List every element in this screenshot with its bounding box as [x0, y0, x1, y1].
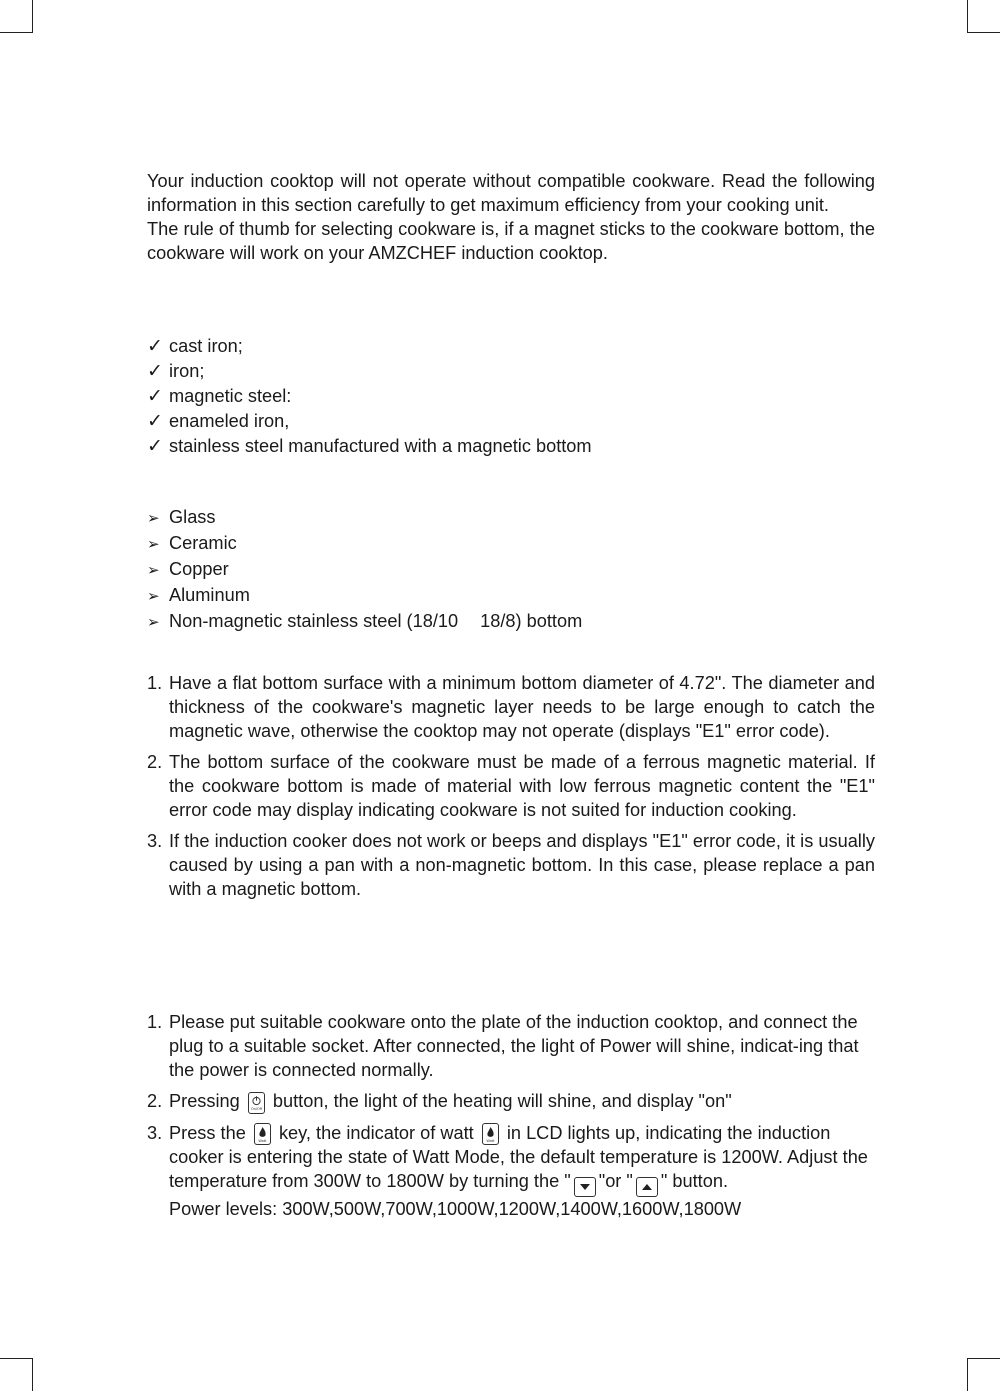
arrowhead-bullet-icon: ➢ [147, 562, 160, 579]
svg-text:On/Off: On/Off [250, 1107, 262, 1111]
list-item: 3. Press the Watt key, the indicator of watt Watt in LCD lights up, indicating the induction cooker is entering the state of Watt Mode, the default temperature is 1200W. Adjust the temperature from 300W to 1800W by turning the " "or " " button. Power levels: 300W,500W,700W,1000W,1200W,1400W,1600W,1800W [147, 1122, 868, 1219]
arrowhead-bullet-icon: ➢ [147, 588, 160, 605]
checkmark-icon: ✓ [147, 386, 163, 407]
list-item: ✓ magnetic steel: [147, 386, 292, 407]
power-button-icon [248, 1092, 265, 1114]
down-arrow-icon [574, 1177, 596, 1197]
list-item: 1. Have a flat bottom surface with a minimum bottom diameter of 4.72". The diameter and thickness of the cookware's magnetic layer needs to be large enough to catch the magnetic wave, otherwise the cooktop may not operate (displays "E1" error code). [147, 673, 875, 741]
checkmark-icon: ✓ [147, 361, 163, 382]
list-item: 2. The bottom surface of the cookware must be made of a ferrous magnetic material. If the cookware bottom is made of material with low ferrous magnetic content the "E1" error code may display indicating cookware is not suited for induction cooking. [147, 752, 875, 820]
list-item: ➢ Aluminum [147, 583, 582, 609]
checkmark-icon: ✓ [147, 411, 163, 432]
compatible-cookware-list [147, 334, 592, 459]
arrowhead-bullet-icon: ➢ [147, 536, 160, 553]
list-item: ✓ enameled iron, [147, 411, 290, 432]
cookware-requirements-list [147, 671, 875, 908]
list-item: ➢ Copper [147, 557, 582, 583]
watt-flame-icon [254, 1123, 271, 1145]
svg-text:Watt: Watt [486, 1138, 495, 1143]
arrowhead-bullet-icon: ➢ [147, 614, 160, 631]
list-item: ✓ stainless steel manufactured with a magnetic bottom [147, 436, 592, 457]
up-arrow-icon [636, 1177, 658, 1197]
crop-mark-top-right [967, 0, 1000, 33]
operation-steps-list [147, 1010, 875, 1228]
list-item: ✓ cast iron; [147, 336, 243, 357]
arrowhead-bullet-icon: ➢ [147, 510, 160, 527]
svg-text:Watt: Watt [258, 1138, 267, 1143]
checkmark-icon: ✓ [147, 336, 163, 357]
incompatible-cookware-list [147, 505, 582, 635]
list-item: 1. Please put suitable cookware onto the plate of the induction cooktop, and connect the plug to a suitable socket. After connected, the light of Power will shine, indicat-ing that the power is connected normally. [147, 1012, 859, 1080]
intro-section [147, 169, 875, 265]
list-item: ➢ Ceramic [147, 531, 582, 557]
list-item: 3. If the induction cooker does not work or beeps and displays "E1" error code, it is usually caused by using a pan with a non-magnetic bottom. In this case, please replace a pan with a magnetic bottom. [147, 831, 875, 899]
power-levels: Power levels: 300W,500W,700W,1000W,1200W,1400W,1600W,1800W [169, 1199, 742, 1219]
list-item: ✓ iron; [147, 361, 205, 382]
intro-paragraph-2: The rule of thumb for selecting cookware is, if a magnet sticks to the cookware bottom, the cookware will work on your AMZCHEF induction cooktop. [147, 219, 875, 263]
intro-paragraph-1: Your induction cooktop will not operate without compatible cookware. Read the following information in this section carefully to get maximum efficiency from your cooking unit. [147, 171, 875, 215]
checkmark-icon: ✓ [147, 436, 163, 457]
crop-mark-bottom-right [967, 1358, 1000, 1391]
list-item: ➢ Glass [147, 505, 582, 531]
list-item: 2. Pressing On/Off button, the light of the heating will shine, and display "on" [147, 1089, 875, 1114]
list-item: ➢ Non-magnetic stainless steel (18/10 18/8) bottom [147, 609, 582, 635]
watt-flame-icon [482, 1123, 499, 1145]
crop-mark-top-left [0, 0, 33, 33]
crop-mark-bottom-left [0, 1358, 33, 1391]
